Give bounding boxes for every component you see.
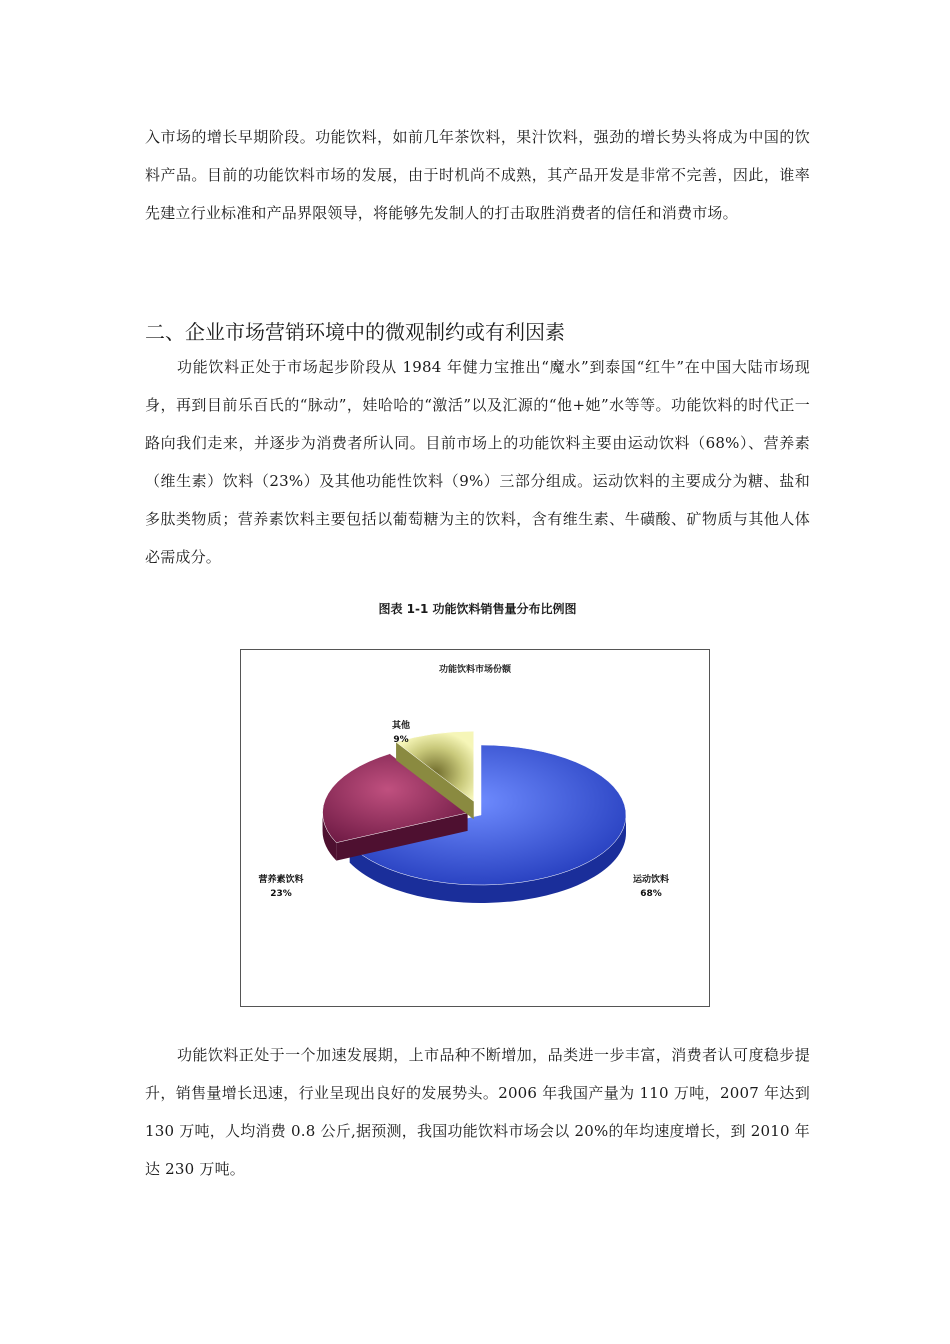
slice-name-label-1: 营养素饮料 [258, 875, 304, 885]
paragraph-market-stage: 入市场的增长早期阶段。功能饮料，如前几年茶饮料，果汁饮料，强劲的增长势头将成为中国的饮料产品。目前的功能饮料市场的发展，由于时机尚不成熟，其产品开发是非常不完善，因此，谁率先建立行业标准和产品界限领导，将能够先发制人的打击取胜消费者的信任和消费市场。 [145, 128, 810, 222]
pie-chart [241, 650, 709, 1006]
slice-name-label-2: 其他 [391, 721, 411, 731]
slice-name-label-0: 运动饮料 [632, 875, 670, 885]
paragraph-functional-drinks: 功能饮料正处于市场起步阶段从 1984 年健力宝推出“魔水”到泰国“红牛”在中国大陆市场现身，再到目前乐百氏的“脉动”，娃哈哈的“激活”以及汇源的“他+她”水等等。功能饮料的时代正一路向我们走来，并逐步为消费者所认同。目前市场上的功能饮料主要由运动饮料（68%）、营养素（维生素）饮料（23%）及其他功能性饮料（9%）三部分组成。运动饮料的主要成分为糖、盐和多肽类物质；营养素饮料主要包括以葡萄糖为主的饮料，含有维生素、牛磺酸、矿物质与其他人体必需成分。 [145, 358, 810, 566]
paragraph-growth: 功能饮料正处于一个加速发展期，上市品种不断增加，品类进一步丰富，消费者认可度稳步提升，销售量增长迅速，行业呈现出良好的发展势头。2006 年我国产量为 110 万吨，2007 年达到 130 万吨，人均消费 0.8 公斤,据预测，我国功能饮料市场会以 20%的年均速度增长，到 2010 年达 230 万吨。 [145, 1046, 810, 1178]
slice-value-label-0: 68% [640, 889, 662, 899]
slice-value-label-1: 23% [270, 889, 292, 899]
section-heading: 二、企业市场营销环境中的微观制约或有利因素 [145, 320, 565, 344]
pie-chart-frame [240, 649, 710, 1007]
slice-value-label-2: 9% [393, 735, 409, 745]
chart-title: 功能饮料市场份额 [438, 665, 512, 675]
figure-caption: 图表 1-1 功能饮料销售量分布比例图 [378, 602, 577, 616]
